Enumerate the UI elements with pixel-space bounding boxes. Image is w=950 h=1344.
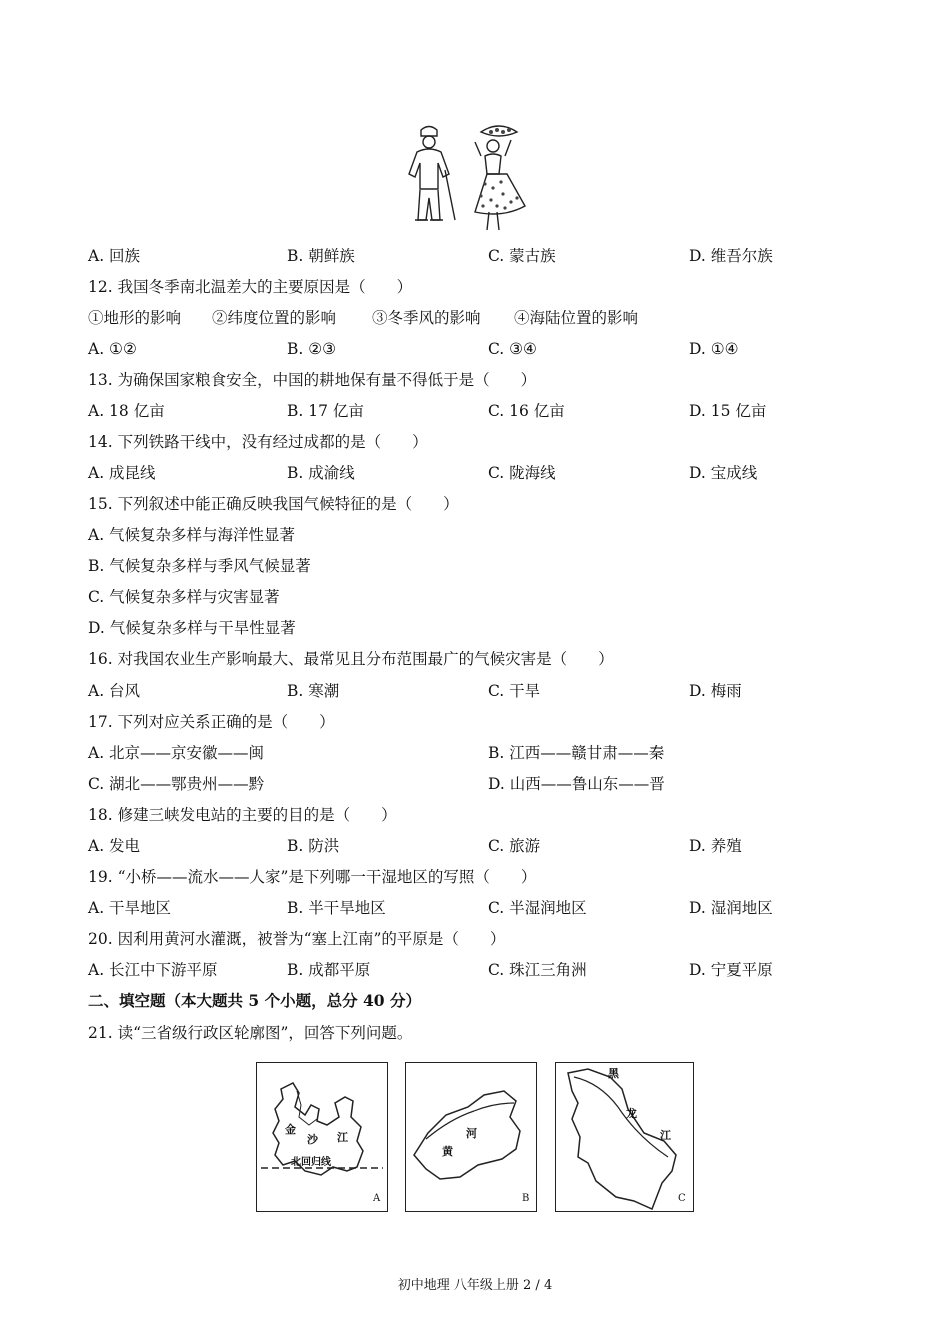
q19-option-c: C. 半湿润地区 <box>488 899 587 917</box>
q18-option-b: B. 防洪 <box>287 837 340 855</box>
q15-option-c: C. 气候复杂多样与灾害显著 <box>88 588 280 606</box>
q19-option-a: A. 干旱地区 <box>88 899 172 917</box>
q18-stem: 18. 修建三峡发电站的主要的目的是（ ） <box>88 806 397 824</box>
map-a-char-3: 江 <box>337 1131 348 1144</box>
q11-option-c: C. 蒙古族 <box>488 247 556 265</box>
q19-stem: 19. “小桥——流水——人家”是下列哪一干湿地区的写照（ ） <box>88 868 537 886</box>
page-footer: 初中地理 八年级上册 2 / 4 <box>397 1278 553 1293</box>
q15-option-d: D. 气候复杂多样与干旱性显著 <box>88 619 296 637</box>
q17-stem: 17. 下列对应关系正确的是（ ） <box>88 713 335 731</box>
q18-option-d: D. 养殖 <box>689 837 742 855</box>
q12-option-a: A. ①② <box>88 340 137 358</box>
q15-stem: 15. 下列叙述中能正确反映我国气候特征的是（ ） <box>88 495 459 513</box>
q12-stem: 12. 我国冬季南北温差大的主要原因是（ ） <box>88 278 413 296</box>
q21-stem: 21. 读“三省级行政区轮廓图”，回答下列问题。 <box>88 1024 413 1042</box>
q12-factor-1: ①地形的影响 <box>88 309 182 327</box>
q16-option-a: A. 台风 <box>88 682 141 700</box>
map-c <box>555 1062 694 1212</box>
q14-stem: 14. 下列铁路干线中，没有经过成都的是（ ） <box>88 433 428 451</box>
q19-option-b: B. 半干旱地区 <box>287 899 386 917</box>
q18-option-a: A. 发电 <box>88 837 141 855</box>
q17-option-c: C. 湖北——鄂贵州——黔 <box>88 775 265 793</box>
q15-option-a: A. 气候复杂多样与海洋性显著 <box>88 526 296 544</box>
q13-option-c: C. 16 亿亩 <box>488 402 565 420</box>
q13-stem: 13. 为确保国家粮食安全，中国的耕地保有量不得低于是（ ） <box>88 371 537 389</box>
section-title: 二、填空题（本大题共 5 个小题，总分 40 分） <box>88 991 421 1010</box>
map-c-label: C <box>678 1193 686 1204</box>
q16-stem: 16. 对我国农业生产影响最大、最常见且分布范围最广的气候灾害是（ ） <box>88 650 614 668</box>
tropic-of-cancer-label: 北回归线 <box>291 1157 331 1168</box>
map-c-char-1: 黑 <box>608 1067 619 1080</box>
map-b <box>405 1062 537 1212</box>
map-b-char-2: 黄 <box>442 1145 453 1158</box>
q17-option-a: A. 北京——京安徽——闽 <box>88 744 265 762</box>
map-a-char-2: 沙 <box>307 1133 318 1146</box>
q19-option-d: D. 湿润地区 <box>689 899 773 917</box>
q14-option-d: D. 宝成线 <box>689 464 758 482</box>
q17-option-b: B. 江西——赣甘肃——秦 <box>488 744 665 762</box>
map-c-char-3: 江 <box>660 1129 671 1142</box>
q12-factor-3: ③冬季风的影响 <box>372 309 481 327</box>
map-a-label: A <box>373 1193 381 1204</box>
q16-option-c: C. 干旱 <box>488 682 541 700</box>
q16-option-d: D. 梅雨 <box>689 682 742 700</box>
q13-option-d: D. 15 亿亩 <box>689 402 767 420</box>
q12-option-d: D. ①④ <box>689 340 739 358</box>
q20-option-b: B. 成都平原 <box>287 961 371 979</box>
q17-option-d: D. 山西——鲁山东——晋 <box>488 775 665 793</box>
q15-option-b: B. 气候复杂多样与季风气候显著 <box>88 557 311 575</box>
map-c-outline <box>556 1063 693 1211</box>
map-a-char-1: 金 <box>285 1123 296 1136</box>
q11-option-d: D. 维吾尔族 <box>689 247 773 265</box>
q12-option-c: C. ③④ <box>488 340 537 358</box>
q20-option-c: C. 珠江三角洲 <box>488 961 587 979</box>
q13-option-b: B. 17 亿亩 <box>287 402 364 420</box>
ethnic-costume-illustration <box>393 122 558 234</box>
map-b-label: B <box>522 1193 530 1204</box>
q14-option-c: C. 陇海线 <box>488 464 556 482</box>
q12-option-b: B. ②③ <box>287 340 337 358</box>
map-a <box>256 1062 388 1212</box>
q11-option-b: B. 朝鲜族 <box>287 247 355 265</box>
map-c-char-2: 龙 <box>626 1107 637 1120</box>
q13-option-a: A. 18 亿亩 <box>88 402 165 420</box>
map-b-char-1: 河 <box>466 1127 477 1140</box>
q18-option-c: C. 旅游 <box>488 837 541 855</box>
q14-option-a: A. 成昆线 <box>88 464 156 482</box>
q12-factor-2: ②纬度位置的影响 <box>212 309 337 327</box>
q20-stem: 20. 因利用黄河水灌溉，被誉为“塞上江南”的平原是（ ） <box>88 930 506 948</box>
q11-option-a: A. 回族 <box>88 247 141 265</box>
q20-option-a: A. 长江中下游平原 <box>88 961 218 979</box>
q14-option-b: B. 成渝线 <box>287 464 355 482</box>
map-a-outline <box>257 1063 387 1211</box>
q12-factor-4: ④海陆位置的影响 <box>514 309 639 327</box>
q20-option-d: D. 宁夏平原 <box>689 961 773 979</box>
q16-option-b: B. 寒潮 <box>287 682 340 700</box>
